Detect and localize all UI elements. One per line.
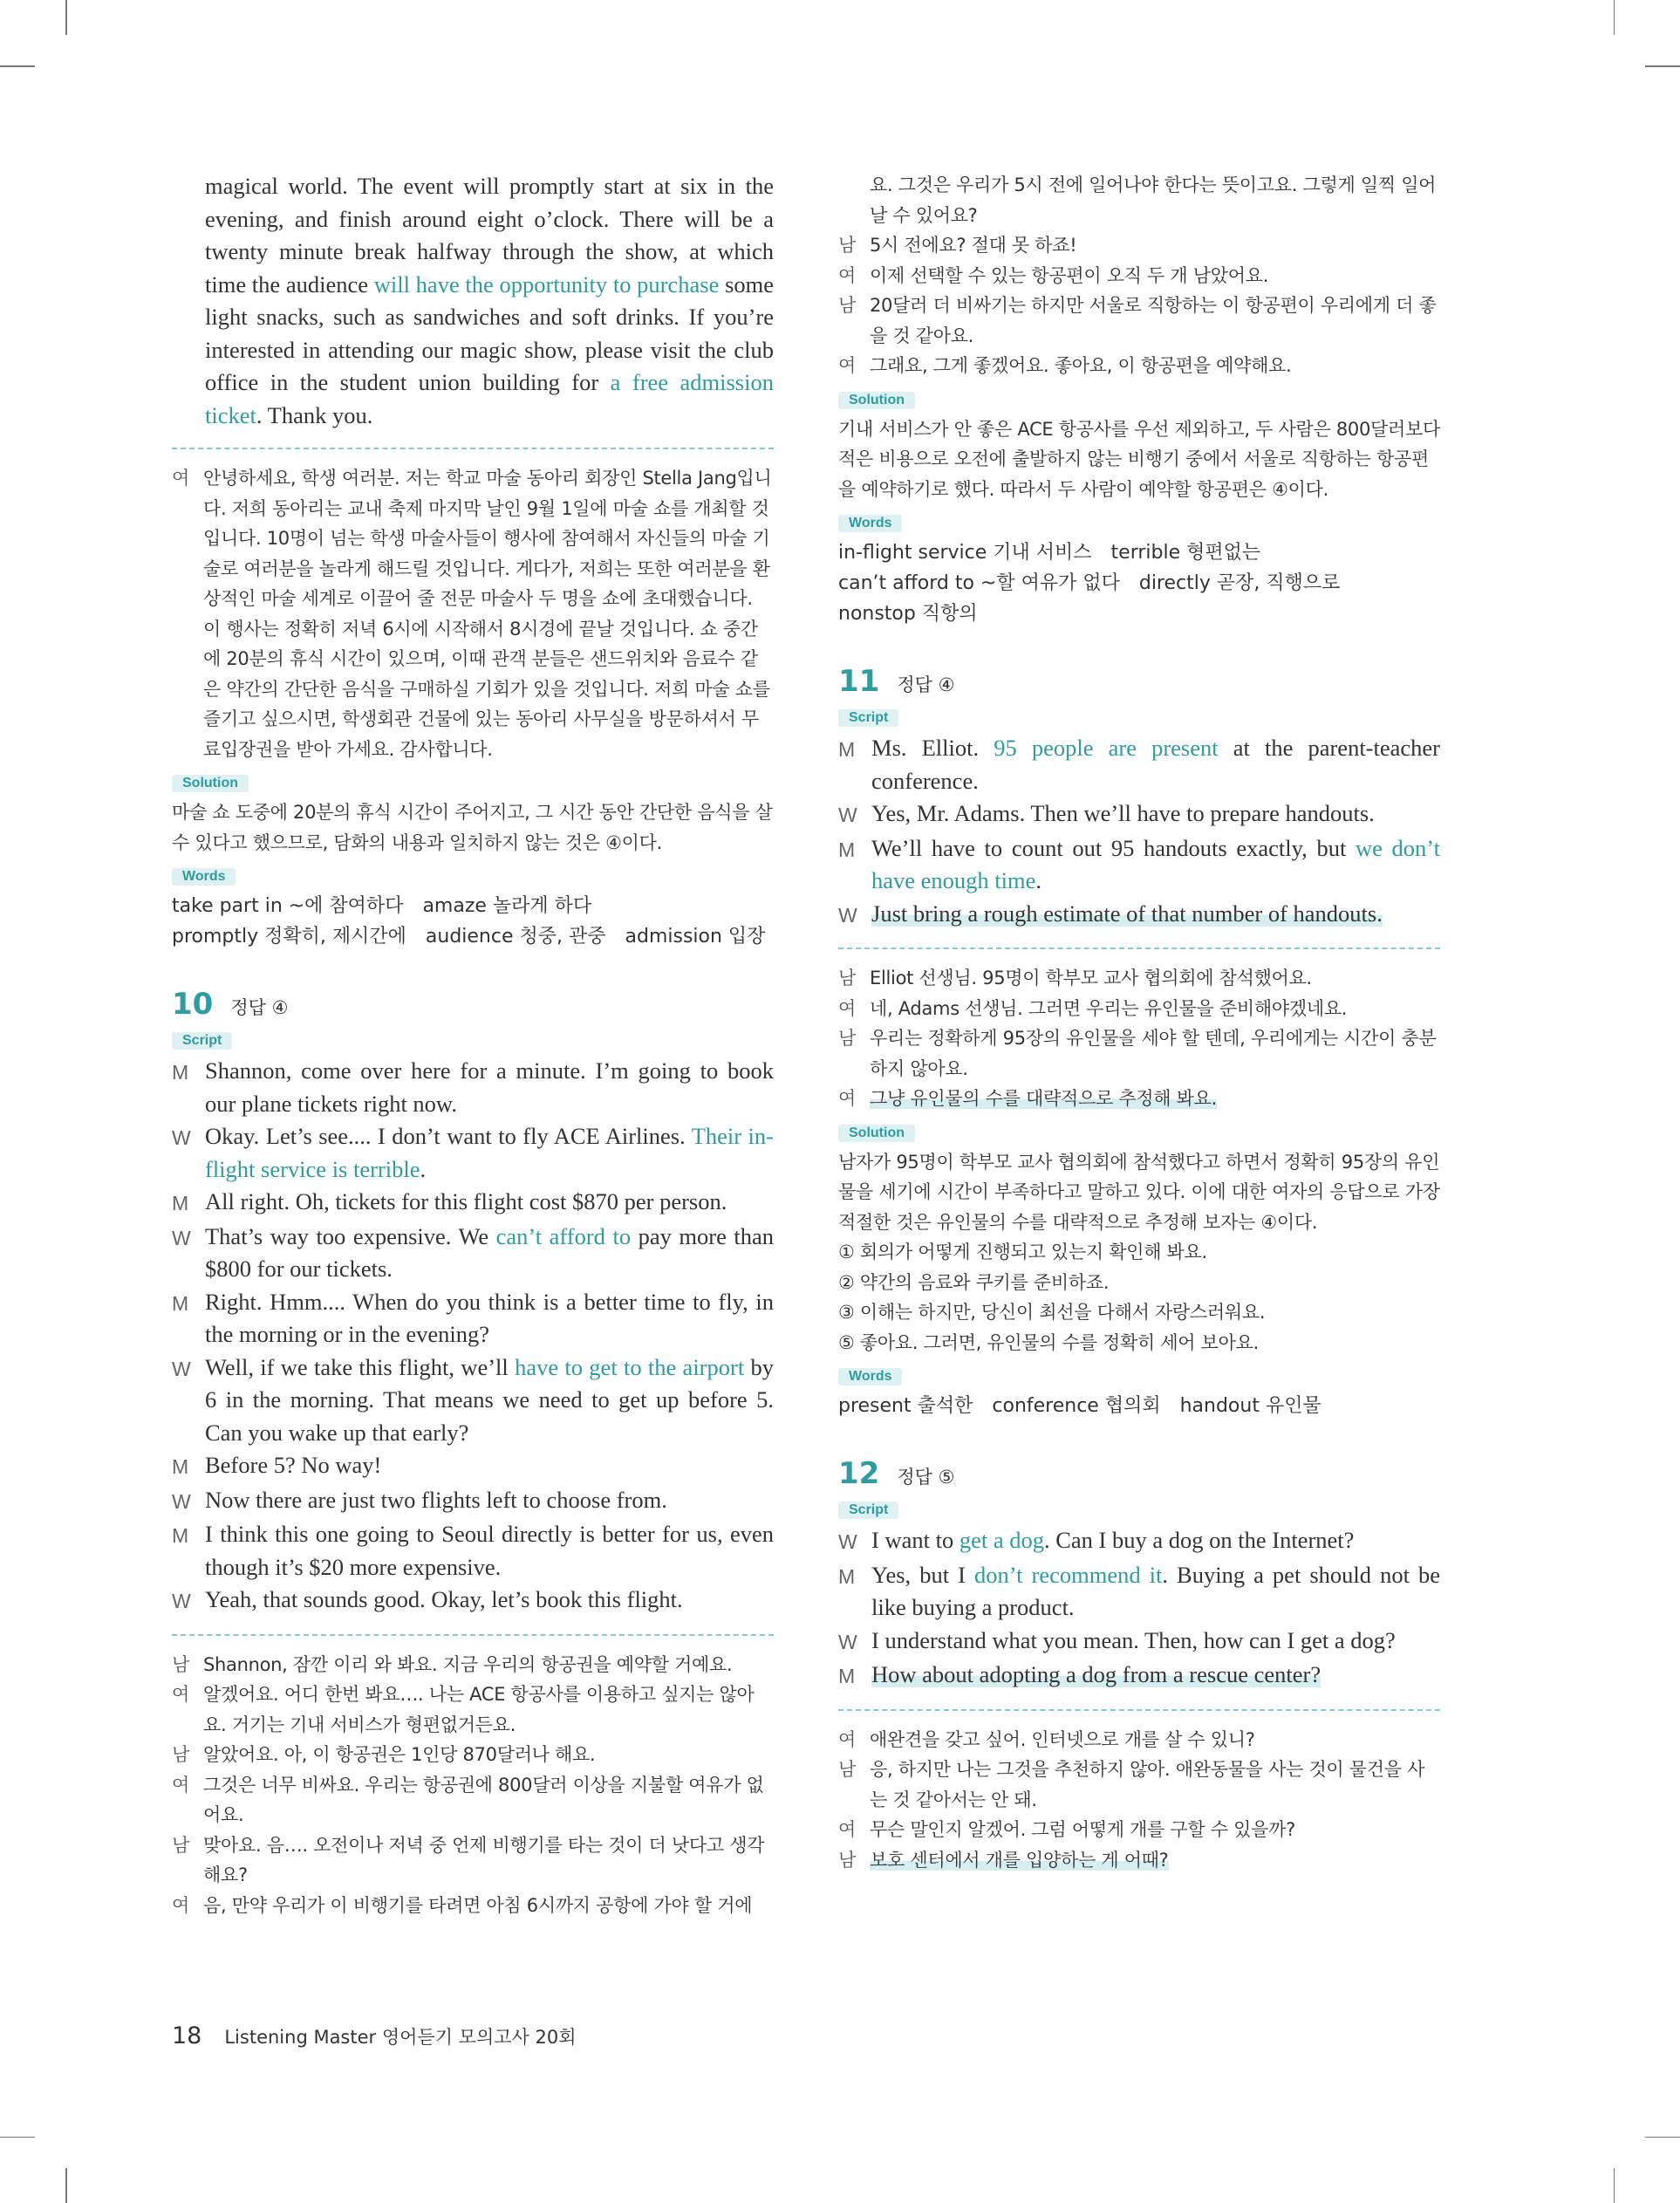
intro-english-passage <box>172 170 774 432</box>
crop-mark <box>0 65 35 67</box>
translation-line <box>838 1084 1440 1114</box>
translation-text: 음, 만약 우리가 이 비행기를 타려면 아침 6시까지 공항에 가야 할 거에 <box>203 1894 753 1916</box>
page-footer <box>172 2022 576 2049</box>
dialogue-line <box>172 1449 774 1484</box>
highlighted-phrase: don’t recommend it <box>974 1561 1163 1588</box>
speaker-label: M <box>838 1564 856 1588</box>
dialogue-text <box>871 732 1440 797</box>
vocab-entry: admission 입장 <box>625 926 766 948</box>
translation-text: 알았어요. 아, 이 항공권은 1인당 870달러나 해요. <box>203 1744 596 1765</box>
speaker-label: W <box>172 1126 191 1149</box>
highlighted-phrase: 95 people are present <box>994 735 1219 761</box>
speaker-label: 여 <box>838 1819 856 1840</box>
words-list <box>838 1391 1440 1421</box>
text-run: at the parent-teacher conference. <box>871 735 1440 794</box>
speaker-label: 남 <box>838 1028 856 1049</box>
translation-text: Elliot 선생님. 95명이 학부모 교사 협의회에 참석했어요. <box>870 968 1312 989</box>
speaker-label: 여 <box>838 1728 856 1750</box>
text-run: Before 5? No way! <box>205 1452 382 1478</box>
answer-label: 정답 ④ <box>230 997 289 1018</box>
speaker-label: 여 <box>172 1894 189 1916</box>
question-11-header <box>838 664 1440 699</box>
answer-sentence: 그냥 유인물의 수를 대략적으로 추정해 봐요. <box>870 1088 1217 1109</box>
text-run: . <box>1035 867 1042 893</box>
speaker-label: M <box>838 1665 856 1687</box>
vocab-entry: promptly 정확히, 제시간에 <box>172 926 406 948</box>
words-row <box>838 537 1440 568</box>
vocab-entry: audience 청중, 관중 <box>425 926 606 948</box>
translation-text <box>870 1845 1440 1876</box>
dialogue-text <box>205 1055 774 1120</box>
vocab-entry: amaze 놀라게 하다 <box>422 895 592 917</box>
highlighted-phrase: can’t afford to <box>495 1222 632 1249</box>
speaker-label: W <box>172 1489 191 1513</box>
translation-line <box>172 1891 774 1921</box>
crop-mark <box>65 2168 67 2203</box>
speaker-label: 남 <box>838 295 856 316</box>
answer-label: 정답 ⑤ <box>897 1467 955 1488</box>
script-tag: Script <box>838 1502 898 1519</box>
text-run: Shannon, come over here for a minute. I’m going to book our plane tickets right now. <box>205 1057 774 1117</box>
translation-text: 20달러 더 비싸기는 하지만 서울로 직항하는 이 항공편이 우리에게 더 좋을 것 같아요. <box>870 295 1437 346</box>
speaker-label: 남 <box>838 1759 856 1780</box>
speaker-label: W <box>172 1590 191 1612</box>
translation-text: 5시 전에요? 절대 못 하죠! <box>870 235 1077 256</box>
words-tag: Words <box>172 868 236 886</box>
divider <box>172 448 774 449</box>
translation-line <box>838 1815 1440 1845</box>
translation-line <box>172 1830 774 1891</box>
text-run: . Can I buy a dog on the Internet? <box>1043 1527 1355 1553</box>
question-number: 10 <box>172 987 214 1022</box>
translation-text: 우리는 정확하게 95장의 유인물을 세야 할 텐데, 우리에게는 시간이 충분하지 않아요. <box>870 1028 1437 1079</box>
translation-line <box>838 994 1440 1024</box>
speaker-label: 여 <box>172 1684 189 1705</box>
text-run: . <box>420 1155 427 1182</box>
translation-line <box>172 1680 774 1740</box>
korean-translation <box>838 1725 1440 1876</box>
speaker-label: M <box>838 738 856 761</box>
crop-mark <box>0 2137 35 2138</box>
translation-line <box>172 1740 774 1770</box>
highlighted-phrase: have to get to the airport <box>515 1353 745 1380</box>
crop-mark <box>1645 65 1680 67</box>
solution-tag: Solution <box>838 392 915 409</box>
words-row <box>172 891 774 921</box>
dialogue-line <box>172 1055 774 1120</box>
words-row <box>838 599 1440 629</box>
text-run: pay more than $800 for our tickets. <box>205 1222 774 1282</box>
speaker-label: M <box>172 1061 189 1084</box>
dialogue-text <box>205 1484 774 1519</box>
text-run: Now there are just two flights left to choose from. <box>205 1486 667 1513</box>
translation-line <box>838 1725 1440 1755</box>
dialogue-line <box>172 1484 774 1519</box>
page-number: 18 <box>172 2022 202 2049</box>
korean-translation <box>172 1650 774 1921</box>
option-line: ② 약간의 음료와 쿠키를 준비하죠. <box>838 1271 1110 1293</box>
speaker-label: W <box>172 1226 191 1249</box>
speaker-label: 남 <box>172 1834 189 1856</box>
dialogue-text <box>205 1584 774 1618</box>
crop-mark <box>1614 2168 1615 2203</box>
speaker-label: M <box>172 1524 189 1547</box>
translation-line <box>838 1755 1440 1815</box>
translation-line <box>838 1023 1440 1084</box>
dialogue-line <box>172 1584 774 1618</box>
vocab-entry: terrible 형편없는 <box>1110 542 1261 564</box>
speaker-label: 여 <box>838 1088 856 1109</box>
dialogue-text <box>871 898 1440 933</box>
answer-label: 정답 ④ <box>897 674 955 695</box>
speaker-label: W <box>838 1630 857 1653</box>
text-run: I want to <box>871 1527 960 1553</box>
speaker-label: M <box>172 1455 189 1478</box>
vocab-entry: directly 곧장, 직행으로 <box>1138 572 1341 594</box>
solution-text: 남자가 95명이 학부모 교사 협의회에 참석했다고 하면서 정확히 95장의 유인물을 세기에 시간이 부족하다고 말하고 있다. 이에 대한 여자의 응답으로 가장 적절한 것은 유인물의 수를 대략적으로 추정해 보자는 ④이다. <box>838 1151 1440 1233</box>
left-column <box>172 170 774 1920</box>
dialogue-line <box>172 1186 774 1221</box>
words-tag: Words <box>838 515 902 532</box>
answer-sentence: How about adopting a dog from a rescue center? <box>871 1661 1321 1687</box>
highlighted-phrase: get a dog <box>959 1527 1044 1553</box>
dialogue-text <box>205 1186 774 1221</box>
script-dialogue <box>838 1524 1440 1693</box>
speaker-label: 여 <box>838 264 856 286</box>
option-line: ① 회의가 어떻게 진행되고 있는지 확인해 봐요. <box>838 1242 1207 1262</box>
divider <box>172 1634 774 1636</box>
translation-text <box>870 1084 1440 1114</box>
translation-line <box>838 261 1440 291</box>
divider <box>838 948 1440 949</box>
dialogue-text <box>871 797 1440 832</box>
vocab-entry: can’t afford to ~할 여유가 없다 <box>838 572 1120 594</box>
text-run: All right. Oh, tickets for this flight cost $870 per person. <box>205 1188 727 1214</box>
answer-sentence: Just bring a rough estimate of that number of handouts. <box>871 900 1383 927</box>
dialogue-text <box>205 1120 774 1186</box>
korean-translation <box>838 963 1440 1114</box>
option-line: ③ 이해는 하지만, 당신이 최선을 다해서 자랑스러워요. <box>838 1302 1266 1323</box>
translation-line <box>172 1650 774 1680</box>
dialogue-text <box>205 1518 774 1584</box>
speaker-label: 여 <box>838 997 856 1019</box>
dialogue-text <box>205 1351 774 1450</box>
translation-text: 요. 그것은 우리가 5시 전에 일어나야 한다는 뜻이고요. 그렇게 일찍 일어날 수 있어요? <box>870 174 1437 226</box>
dialogue-text <box>871 1625 1440 1659</box>
speaker-label: 남 <box>838 968 856 989</box>
dialogue-text <box>205 1286 774 1351</box>
dialogue-line <box>172 1286 774 1351</box>
dialogue-text <box>205 1449 774 1484</box>
solution-tag: Solution <box>172 775 249 792</box>
translation-line <box>838 1845 1440 1876</box>
script-tag: Script <box>838 709 898 727</box>
speaker-label: W <box>172 1357 191 1380</box>
translation-text: 그것은 너무 비싸요. 우리는 항공권에 800달러 이상을 지불할 여유가 없어요. <box>203 1774 764 1825</box>
dialogue-line <box>838 732 1440 797</box>
highlighted-phrase: we don’t have enough time <box>871 834 1441 893</box>
dialogue-line <box>838 1659 1440 1693</box>
translation-line <box>838 963 1440 994</box>
crop-mark <box>65 0 67 35</box>
answer-sentence: 보호 센터에서 개를 입양하는 게 어때? <box>870 1849 1169 1871</box>
text-run: We’ll have to count out 95 handouts exactly, but <box>871 834 1356 861</box>
speaker-label: M <box>172 1192 189 1214</box>
dialogue-text <box>871 1659 1440 1693</box>
translation-text: 무슨 말인지 알겠어. 그럼 어떻게 개를 구할 수 있을까? <box>870 1819 1295 1840</box>
text-run: Well, if we take this flight, we’ll <box>205 1353 516 1380</box>
script-dialogue <box>172 1055 774 1618</box>
text-run: I understand what you mean. Then, how can I get a dog? <box>871 1626 1396 1653</box>
speaker-label: 남 <box>838 235 856 256</box>
book-title: Listening Master 영어듣기 모의고사 20회 <box>224 2027 577 2048</box>
dialogue-line <box>838 898 1440 933</box>
dialogue-line <box>172 1351 774 1450</box>
text-run: by 6 in the morning. That means we need to get up before 5. Can you wake up that early? <box>205 1353 774 1446</box>
words-row <box>172 921 774 952</box>
speaker-label: M <box>838 838 856 861</box>
question-12-header <box>838 1456 1440 1491</box>
translation-line <box>172 1770 774 1830</box>
text-run: Yes, Mr. Adams. Then we’ll have to prepare handouts. <box>871 800 1375 826</box>
translation-text: 맞아요. 음…. 오전이나 저녁 중 언제 비행기를 타는 것이 더 낫다고 생각해요? <box>203 1834 765 1885</box>
dialogue-text <box>871 1559 1440 1625</box>
speaker-label: 남 <box>172 1744 189 1765</box>
intro-korean-passage: 여 안녕하세요, 학생 여러분. 저는 학교 마술 동아리 회장인 Stella Jang입니다. 저희 동아리는 교내 축제 마지막 날인 9월 1일에 마술 쇼를 개최할 것입니다. 10명이 넘는 학생 마술사들이 행사에 참여해서 자신들의 마술 기술로 여러분을 놀라게 해드릴 것입니다. 게다가, 저희는 또한 여러분을 환상적인 마술 세계로 이끌어 줄 전문 마술사 두 명을 쇼에 초대했습니다. 이 행사는 정확히 저녁 6시에 시작해서 8시경에 끝날 것입니다. 쇼 중간에 20분의 휴식 시간이 있으며, 이때 관객 분들은 샌드위치와 음료수 같은 약간의 간단한 음식을 구매하실 기회가 있을 것입니다. 저희 마술 쇼를 즐기고 싶으시면, 학생회관 건물에 있는 동아리 사무실을 방문하셔서 무료입장권을 받아 가세요. 감사합니다. <box>172 468 772 760</box>
translation-text: 이제 선택할 수 있는 항공편이 오직 두 개 남았어요. <box>870 264 1269 286</box>
question-number: 12 <box>838 1456 880 1491</box>
speaker-label: W <box>838 903 857 927</box>
speaker-label: W <box>838 1530 857 1553</box>
divider <box>838 1709 1440 1711</box>
text-run: I think this one going to Seoul directly is better for us, even though it’s $20 more expensive. <box>205 1521 774 1580</box>
text-run: Right. Hmm.... When do you think is a better time to fly, in the morning or in the evening? <box>205 1288 774 1347</box>
dialogue-line <box>838 832 1440 898</box>
question-number: 11 <box>838 664 880 699</box>
translation-text: 응, 하지만 나는 그것을 추천하지 않아. 애완동물을 사는 것이 물건을 사는 것 같아서는 안 돼. <box>870 1759 1425 1810</box>
speaker-label: 여 <box>172 1774 189 1796</box>
speaker-label: W <box>838 804 857 826</box>
speaker-label <box>838 170 870 230</box>
vocab-entry: take part in ~에 참여하다 <box>172 895 404 917</box>
text-run: . Buying a pet should not be like buying a product. <box>871 1561 1440 1620</box>
translation-text: 애완견을 갖고 싶어. 인터넷으로 개를 살 수 있니? <box>870 1728 1255 1750</box>
script-tag: Script <box>172 1032 232 1050</box>
dialogue-line <box>172 1120 774 1186</box>
right-column <box>838 170 1440 1875</box>
speaker-label: 남 <box>838 1849 856 1871</box>
answer-options <box>838 1237 1440 1358</box>
crop-mark <box>1614 0 1615 35</box>
korean-translation-continued <box>838 170 1440 381</box>
solution-text: 기내 서비스가 안 좋은 ACE 항공사를 우선 제외하고, 두 사람은 800달러보다 적은 비용으로 오전에 출발하지 않는 비행기 중에서 서울로 직항하는 항공편을 예약하기로 했다. 따라서 두 사람이 예약할 항공편은 ④이다. <box>838 418 1440 500</box>
words-row <box>838 1391 1440 1421</box>
text-run: That’s way too expensive. We <box>205 1222 496 1249</box>
translation-line <box>838 291 1440 351</box>
words-list <box>172 891 774 952</box>
highlighted-phrase: a free admission ticket <box>205 369 774 428</box>
dialogue-line <box>838 1625 1440 1659</box>
text-run: Ms. Elliot. <box>871 735 994 761</box>
text-run: magical world. The event will promptly start at six in the evening, and finish around eight o’clock. There will be a twenty minute break halfway through the show, at which time the audience <box>205 173 774 298</box>
highlighted-phrase: Their in-flight service is terrible <box>205 1123 774 1182</box>
translation-line <box>838 230 1440 261</box>
text-run: Yeah, that sounds good. Okay, let’s book this flight. <box>205 1586 683 1612</box>
highlighted-phrase: will have the opportunity to purchase <box>373 270 720 298</box>
vocab-entry: present 출석한 <box>838 1395 973 1417</box>
text-run: . Thank you. <box>256 401 373 428</box>
option-line: ⑤ 좋아요. 그러면, 유인물의 수를 정확히 세어 보아요. <box>838 1331 1259 1353</box>
vocab-entry: nonstop 직항의 <box>838 603 978 625</box>
dialogue-text <box>871 1524 1440 1559</box>
dialogue-line <box>172 1518 774 1584</box>
vocab-entry: conference 협의회 <box>992 1395 1161 1417</box>
text-run: some light snacks, such as sandwiches and soft drinks. If you’re interested in attending our magic show, please visit the club office in the student union building for <box>205 270 775 395</box>
translation-line <box>838 351 1440 381</box>
speaker-label: M <box>172 1291 189 1315</box>
text-run: Okay. Let’s see.... I don’t want to fly ACE Airlines. <box>205 1123 692 1149</box>
words-row <box>838 568 1440 599</box>
question-10-header <box>172 987 774 1022</box>
translation-line <box>838 170 1440 230</box>
dialogue-line <box>838 1559 1440 1625</box>
speaker-label: 여 <box>838 355 856 376</box>
solution-tag: Solution <box>838 1125 915 1142</box>
dialogue-line <box>172 1221 774 1286</box>
translation-text: 네, Adams 선생님. 그러면 우리는 유인물을 준비해야겠네요. <box>870 997 1348 1019</box>
solution-text: 마술 쇼 도중에 20분의 휴식 시간이 주어지고, 그 시간 동안 간단한 음식을 살 수 있다고 했으므로, 담화의 내용과 일치하지 않는 것은 ④이다. <box>172 802 773 853</box>
crop-mark <box>1645 2137 1680 2138</box>
vocab-entry: handout 유인물 <box>1179 1395 1321 1417</box>
translation-text: 그래요, 그게 좋겠어요. 좋아요, 이 항공편을 예약해요. <box>870 355 1292 376</box>
translation-text: 알겠어요. 어디 한번 봐요…. 나는 ACE 항공사를 이용하고 싶지는 않아요. 거기는 기내 서비스가 형편없거든요. <box>203 1684 755 1735</box>
words-tag: Words <box>838 1368 902 1385</box>
vocab-entry: in-flight service 기내 서비스 <box>838 542 1092 564</box>
dialogue-line <box>838 797 1440 832</box>
speaker-label: 남 <box>172 1653 189 1675</box>
translation-text: Shannon, 잠깐 이리 와 봐요. 지금 우리의 항공권을 예약할 거예요. <box>203 1653 733 1675</box>
dialogue-text <box>205 1221 774 1286</box>
script-dialogue <box>838 732 1440 932</box>
text-run: Yes, but I <box>871 1561 975 1588</box>
dialogue-line <box>838 1524 1440 1559</box>
dialogue-text <box>871 832 1440 898</box>
words-list <box>838 537 1440 629</box>
